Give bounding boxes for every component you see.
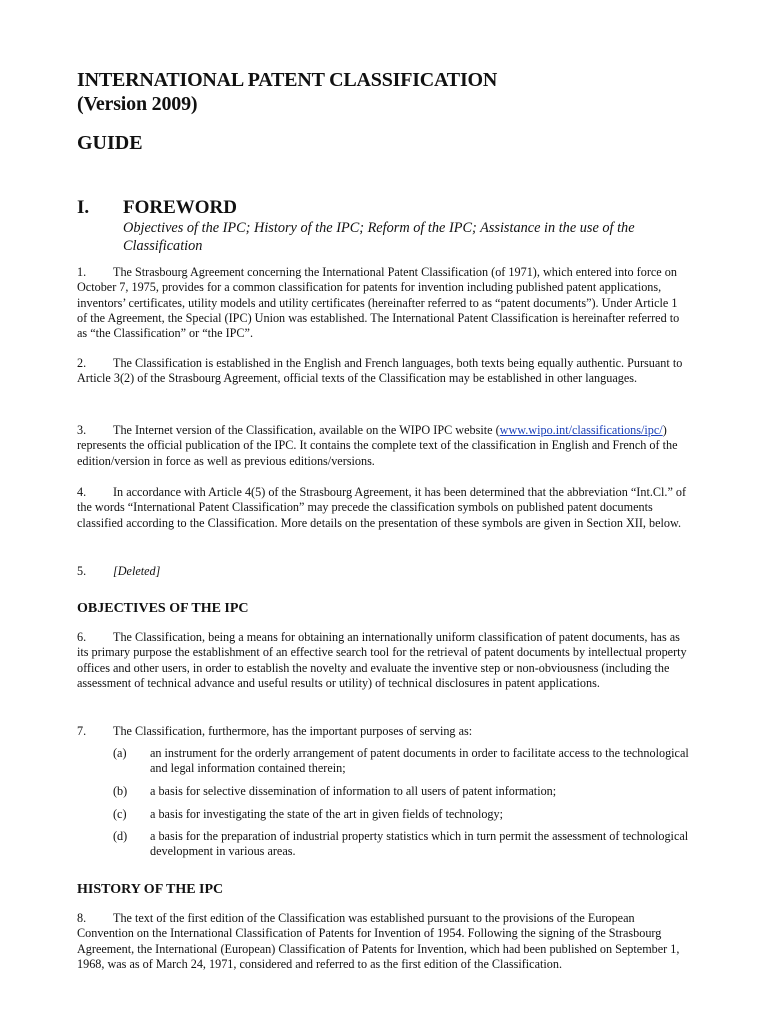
- document-page: [77, 0, 689, 1024]
- paragraph-text-after-link: ) represents the official publication of the IPC. It contains the complete text of the classification in English and French of the edition/version in force as well as previous editions/versions.: [77, 423, 678, 468]
- list-label: (d): [113, 829, 128, 843]
- paragraph-number: 3.: [77, 423, 87, 437]
- list-text: a basis for investigating the state of the art in given fields of technology;: [150, 807, 504, 821]
- paragraph-7: [77, 724, 689, 739]
- paragraph-5: [77, 564, 689, 579]
- paragraph-2: [77, 356, 689, 387]
- section-title: FOREWORD: [123, 197, 237, 218]
- title-line-1: INTERNATIONAL PATENT CLASSIFICATION: [77, 69, 498, 91]
- paragraph-text: The Classification, furthermore, has the important purposes of serving as:: [113, 724, 473, 738]
- paragraph-text: The Strasbourg Agreement concerning the International Patent Classification (of 1971), which entered into force on October 7, 1975, provides for a common classification for patents for invention including published patent applications, inventors’ certificates, utility models and utility certificates (hereinafter referred to as “patent documents”). Under Article 1 of the Agreement, the Special (IPC) Union was established. The International Patent Classification is hereinafter referred to as “the Classification” or “the IPC”.: [77, 265, 680, 341]
- paragraph-8: [77, 911, 689, 972]
- section-number: I.: [77, 197, 90, 218]
- paragraph-4: [77, 485, 689, 531]
- paragraph-text: The Classification is established in the English and French languages, both texts being equally authentic. Pursuant to Article 3(2) of the Strasbourg Agreement, official texts of the Classification may be established in other languages.: [77, 356, 683, 386]
- paragraph-number: 8.: [77, 911, 87, 925]
- paragraph-number: 5.: [77, 564, 87, 578]
- wipo-ipc-link[interactable]: www.wipo.int/classifications/ipc/: [499, 423, 663, 437]
- document-title: [77, 68, 497, 116]
- title-line-2: (Version 2009): [77, 93, 198, 115]
- paragraph-number: 7.: [77, 724, 87, 738]
- paragraph-number: 1.: [77, 265, 87, 279]
- list-text: a basis for selective dissemination of information to all users of patent information;: [150, 784, 557, 798]
- list-text: an instrument for the orderly arrangement of patent documents in order to facilitate access to the technological and legal information contained therein;: [150, 746, 689, 776]
- paragraph-text: The text of the first edition of the Classification was established pursuant to the provisions of the European Convention on the International Classification of Patents for Invention of 1954. Following the signing of the Strasbourg Agreement, the International (European) Classification of Patents for Invention, which had been published on September 1, 1968, was as of March 24, 1971, considered and referred to as the first edition of the Classification.: [77, 911, 680, 971]
- paragraph-6: [77, 630, 689, 691]
- guide-heading: GUIDE: [77, 132, 143, 154]
- list-text: a basis for the preparation of industrial property statistics which in turn permit the assessment of technological development in various areas.: [150, 829, 689, 859]
- paragraph-text-before-link: The Internet version of the Classification, available on the WIPO IPC website (: [113, 423, 500, 437]
- paragraph-number: 4.: [77, 485, 87, 499]
- section-subtitle: Objectives of the IPC; History of the IPC; Reform of the IPC; Assistance in the use of the Classification: [123, 220, 635, 254]
- list-label: (a): [113, 746, 127, 760]
- paragraph-text: The Classification, being a means for obtaining an internationally uniform classification of patent documents, has as its primary purpose the establishment of an effective search tool for the retrieval of patent documents by intellectual property offices and other users, in order to establish the novelty and evaluate the inventive step or non-obviousness (including the assessment of technical advance and useful results or utility) of technical disclosures in patent applications.: [77, 630, 687, 690]
- objectives-heading: OBJECTIVES OF THE IPC: [77, 601, 249, 616]
- history-heading: HISTORY OF THE IPC: [77, 882, 224, 897]
- paragraph-text: [Deleted]: [113, 564, 161, 578]
- paragraph-number: 2.: [77, 356, 87, 370]
- paragraph-text: In accordance with Article 4(5) of the Strasbourg Agreement, it has been determined that the abbreviation “Int.Cl.” of the words “International Patent Classification” may precede the classification symbols on published patent documents classified according to the Classification. More details on the presentation of these symbols are given in Section XII, below.: [77, 485, 687, 530]
- paragraph-3: [77, 423, 689, 469]
- list-label: (b): [113, 784, 128, 798]
- paragraph-1: [77, 265, 689, 341]
- list-label: (c): [113, 807, 127, 821]
- paragraph-number: 6.: [77, 630, 87, 644]
